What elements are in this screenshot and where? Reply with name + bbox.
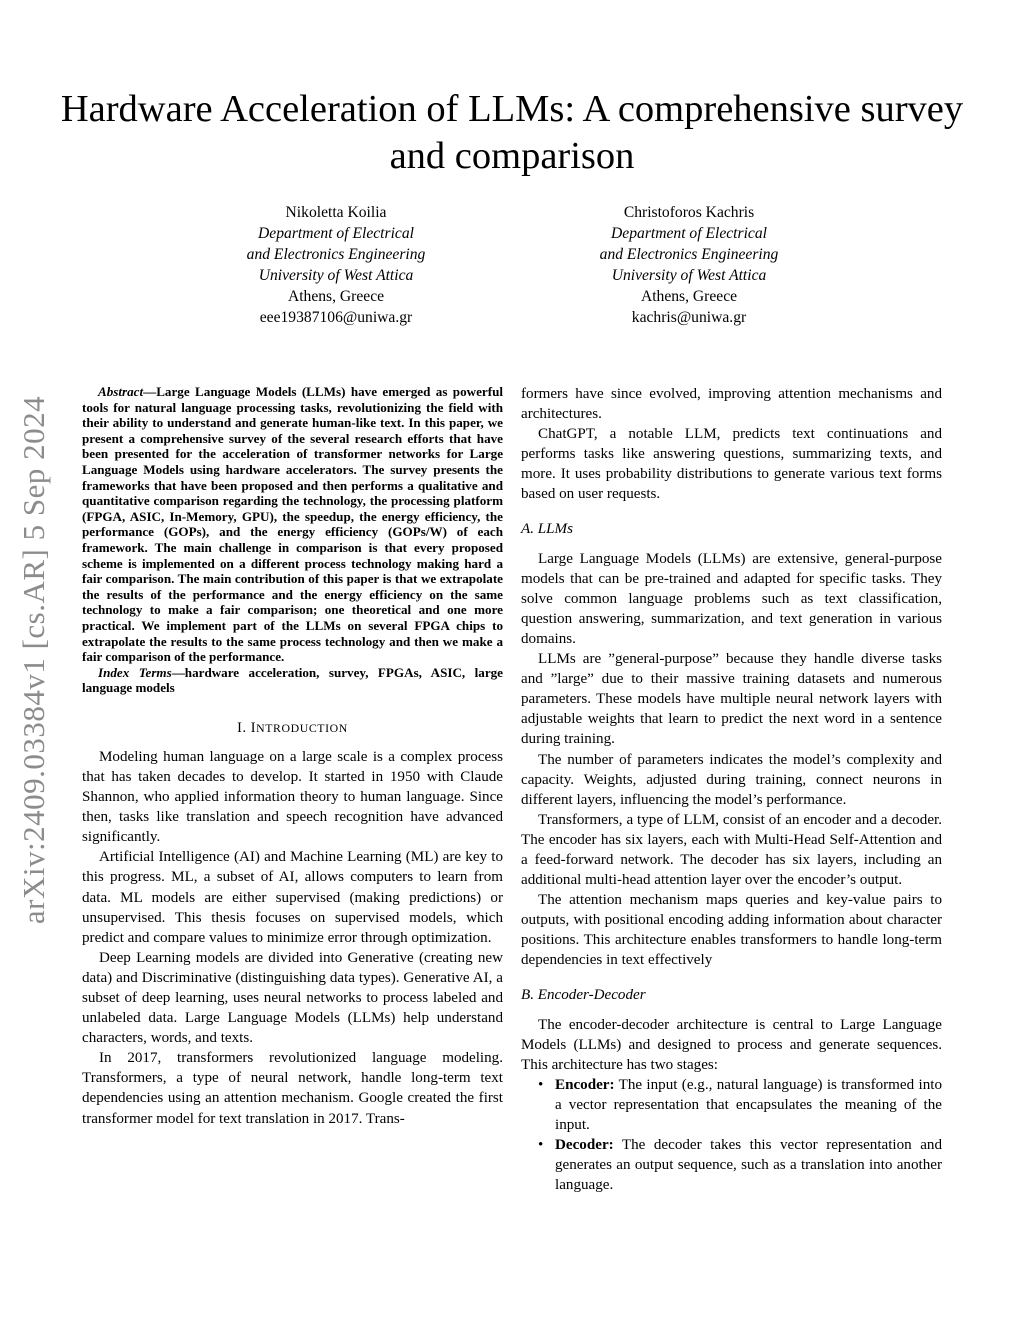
- paper-title: Hardware Acceleration of LLMs: A comprehensive survey and comparison: [60, 88, 964, 177]
- list-item: [521, 1075, 942, 1135]
- arxiv-identifier: arXiv:2409.03384v1 [cs.AR] 5 Sep 2024: [16, 395, 51, 925]
- bullet-icon: •: [538, 1137, 544, 1154]
- author-block-2: [524, 202, 854, 328]
- author-email: kachris@uniwa.gr: [631, 309, 747, 326]
- llms-paragraph: Large Language Models (LLMs) are extensive, general-purpose models that can be pre-trained and adapted for specific tasks. They solve common language problems such as text classification, question answering, summarization, and text generation in various domains.: [521, 550, 942, 647]
- left-column: [82, 384, 503, 1129]
- author-affiliation: Department of Electrical: [611, 225, 767, 242]
- llms-paragraph: LLMs are ”general-purpose” because they handle diverse tasks and ”large” due to their massive training datasets and numerous parameters. These models have multiple neural network layers with adjustable weights that learn to predict the next word in a sentence during training.: [521, 651, 942, 748]
- list-item: [521, 1135, 942, 1195]
- list-item-term: Decoder:: [555, 1137, 614, 1154]
- section-heading-introduction: [82, 720, 503, 737]
- llms-paragraph: The number of parameters indicates the model’s complexity and capacity. Weights, adjusted during training, connect neurons in different layers, influencing the model’s performance.: [521, 751, 942, 808]
- list-item-term: Encoder:: [555, 1076, 615, 1093]
- intro-paragraph: In 2017, transformers revolutionized language modeling. Transformers, a type of neural network, handle long-term text dependencies using an attention mechanism. Google created the first transformer model for text translation in 2017. Trans-: [82, 1050, 503, 1127]
- chatgpt-paragraph: ChatGPT, a notable LLM, predicts text continuations and performs tasks like answering questions, summarizing texts, and more. It uses probability distributions to generate various text forms based on user requests.: [521, 426, 942, 503]
- llms-paragraph: The attention mechanism maps queries and key-value pairs to outputs, with positional encoding adding information about character positions. This architecture enables transformers to handle long-term dependencies in text effectively: [521, 892, 942, 969]
- encoder-decoder-intro: The encoder-decoder architecture is central to Large Language Models (LLMs) and designed to process and generate sequences. This architecture has two stages:: [521, 1016, 942, 1073]
- author-name: Nikoletta Koilia: [285, 204, 387, 221]
- list-item-text: The decoder takes this vector representation and generates an output sequence, such as a translation into another language.: [555, 1137, 942, 1194]
- section-title-rest: NTRODUCTION: [256, 720, 348, 735]
- abstract: [82, 384, 503, 665]
- encoder-decoder-list: [521, 1075, 942, 1196]
- author-affiliation: University of West Attica: [258, 267, 414, 284]
- subsection-heading-llms: A. LLMs: [521, 520, 574, 537]
- author-affiliation: Department of Electrical: [258, 225, 414, 242]
- subsection-heading-encoder-decoder: B. Encoder-Decoder: [521, 986, 646, 1003]
- author-location: Athens, Greece: [640, 288, 738, 305]
- intro-paragraph: Deep Learning models are divided into Generative (creating new data) and Discriminative (distinguishing data types). Generative AI, a subset of deep learning, uses neural networks to process labeled and unlabeled data. Large Language Models (LLMs) help understand characters, words, and texts.: [82, 949, 503, 1047]
- index-terms-label: Index Terms: [98, 664, 172, 680]
- index-terms-text: —hardware acceleration, survey, FPGAs, ASIC, large language models: [82, 664, 503, 696]
- author-name: Christoforos Kachris: [623, 204, 755, 221]
- author-affiliation: and Electronics Engineering: [246, 246, 426, 263]
- right-column: [521, 384, 942, 1195]
- intro-paragraph: Modeling human language on a large scale is a complex process that has taken decades to develop. It started in 1950 with Claude Shannon, who applied information theory to human language. Since then, tasks like translation and speech recognition have advanced significantly.: [82, 748, 503, 846]
- author-location: Athens, Greece: [287, 288, 385, 305]
- index-terms: [82, 665, 503, 696]
- continuation-paragraph: formers have since evolved, improving attention mechanisms and architectures.: [521, 386, 942, 423]
- section-number: I.: [237, 719, 251, 736]
- author-block-1: [171, 202, 501, 328]
- bullet-icon: •: [538, 1076, 544, 1093]
- section-title-initial: I: [250, 719, 257, 736]
- intro-paragraph: Artificial Intelligence (AI) and Machine Learning (ML) are key to this progress. ML, a subset of AI, allows computers to learn from data. ML models are either supervised (making predictions) or unsupervised. This thesis focuses on supervised models, which predict and compare values to minimize error through optimization.: [82, 849, 503, 946]
- llms-paragraph: Transformers, a type of LLM, consist of an encoder and a decoder. The encoder has six layers, each with Multi-Head Self-Attention and a feed-forward network. The decoder has six layers, including an additional multi-head attention layer over the encoder’s output.: [521, 811, 942, 889]
- author-email: eee19387106@uniwa.gr: [259, 309, 413, 326]
- author-affiliation: University of West Attica: [611, 267, 767, 284]
- abstract-label: Abstract: [98, 384, 144, 399]
- list-item-text: The input (e.g., natural language) is transformed into a vector representation that encapsulates the meaning of the input.: [555, 1076, 942, 1133]
- author-affiliation: and Electronics Engineering: [599, 246, 779, 263]
- abstract-text: —Large Language Models (LLMs) have emerged as powerful tools for natural language processing tasks, revolutionizing the field with their ability to understand and generate human-like text. In this paper, we present a comprehensive survey of the several research efforts that have been presented for the acceleration of transformer networks for Large Language Models using hardware accelerators. The survey presents the frameworks that have been proposed and then performs a qualitative and quantitative comparison regarding the technology, the processing platform (FPGA, ASIC, In-Memory, GPU), the speedup, the energy efficiency, the performance (GOPs), and the energy efficiency (GOPs/W) of each framework. The main challenge in comparison is that every proposed scheme is implemented on a different process technology making hard a fair comparison. The main contribution of this paper is that we extrapolate the results of the performance and the energy efficiency on the same technology to make a fair comparison; one theoretical and one more practical. We implement part of the LLMs on several FPGA chips to extrapolate the results to the same process technology and then we make a fair comparison of the performance.: [82, 384, 503, 665]
